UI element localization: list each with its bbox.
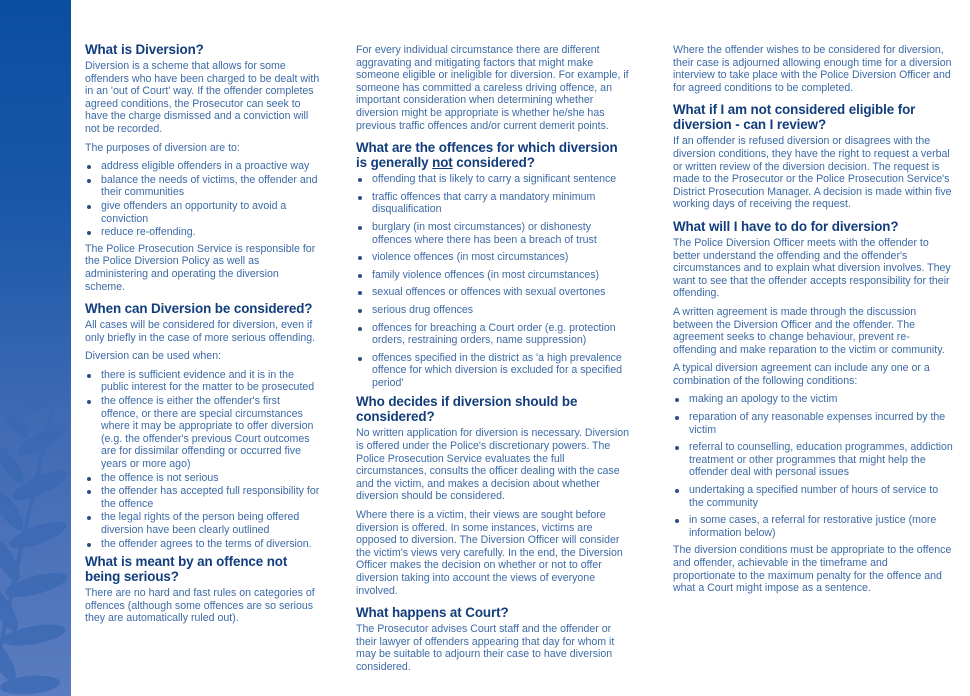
list-item: sexual offences or offences with sexual overtones bbox=[356, 286, 631, 299]
paragraph: All cases will be considered for diversion, even if only briefly in the case of more serious offending. bbox=[85, 319, 316, 344]
heading-what-is-diversion: What is Diversion? bbox=[85, 42, 204, 57]
fern-leaf-icon bbox=[0, 0, 71, 696]
paragraph: Diversion is a scheme that allows for some offenders who have been charged to be dealt with in an 'out of Court' way. If the offender completes agreed conditions, the Prosecutor can seek to have the charge dismissed and a conviction will not be recorded. bbox=[85, 60, 320, 135]
heading-at-court: What happens at Court? bbox=[356, 605, 509, 621]
heading-not-serious: What is meant by an offence not being serious? bbox=[85, 554, 288, 585]
list-item: balance the needs of victims, the offender and their communities bbox=[85, 174, 320, 199]
paragraph: For every individual circumstance there are different aggravating and mitigating factors that might make someone eligible or ineligible for diversion. For example, if someone has committed a careless driving offence, an important consideration when determining whether diversion might be appropriate is whether he/she has previous traffic offences and/or current demerit points. bbox=[356, 44, 629, 132]
heading-text: What are the offences for which diversion is generally bbox=[356, 140, 618, 171]
column-2 bbox=[356, 44, 631, 680]
list-item: reduce re-offending. bbox=[85, 226, 320, 239]
list-item: the offender has accepted full responsibility for the offence bbox=[85, 485, 320, 510]
list-item: the offence is not serious bbox=[85, 472, 320, 485]
heading-underlined-text: not bbox=[432, 155, 453, 171]
list-item: the offence is either the offender's first offence, or there are special circumstances where it may be appropriate to offer diversion (e.g. the offender's previous Court outcomes are for dissimilar offending or occurred five years or more ago) bbox=[85, 395, 320, 471]
list-item: offences specified in the district as 'a high prevalence offence for which diversion is excluded for a specified period' bbox=[356, 352, 631, 390]
list-item: making an apology to the victim bbox=[673, 393, 953, 406]
section-excluded-offences bbox=[356, 140, 631, 389]
agreement-conditions-list bbox=[673, 393, 953, 539]
heading-what-to-do: What will I have to do for diversion? bbox=[673, 218, 899, 234]
paragraph: A typical diversion agreement can include any one or a combination of the following conditions: bbox=[673, 362, 930, 387]
section-when-considered bbox=[85, 301, 320, 550]
section-review bbox=[673, 102, 953, 211]
list-item: there is sufficient evidence and it is in the public interest for the matter to be prosecuted bbox=[85, 369, 320, 394]
list-item: in some cases, a referral for restorative justice (more information below) bbox=[673, 514, 953, 539]
heading-who-decides: Who decides if diversion should be considered? bbox=[356, 394, 578, 425]
paragraph: There are no hard and fast rules on categories of offences (although some offences are so serious they are automatically ruled out). bbox=[85, 587, 315, 625]
list-item: burglary (in most circumstances) or dishonesty offences where there has been a breach of trust bbox=[356, 221, 631, 246]
paragraph: The purposes of diversion are to: bbox=[85, 141, 240, 154]
paragraph: Diversion can be used when: bbox=[85, 350, 222, 363]
list-item: the legal rights of the person being offered diversion have been clearly outlined bbox=[85, 511, 320, 536]
section-at-court bbox=[356, 605, 631, 673]
list-item: offending that is likely to carry a significant sentence bbox=[356, 173, 631, 186]
paragraph: A written agreement is made through the discussion between the Diversion Officer and the offender. The agreement seeks to change behaviour, prevent re-offending and make reparation to the victim or community. bbox=[673, 305, 945, 356]
conditions-list bbox=[85, 369, 320, 550]
list-item: offences for breaching a Court order (e.g. protection orders, restraining orders, name suppression) bbox=[356, 322, 631, 347]
column-1 bbox=[85, 42, 320, 631]
list-item: give offenders an opportunity to avoid a conviction bbox=[85, 200, 320, 225]
heading-text: considered? bbox=[452, 155, 535, 171]
paragraph: The Prosecutor advises Court staff and the offender or their lawyer of offenders appearing that day for whom it may be suitable to adjourn their case to have diversion considered. bbox=[356, 623, 615, 673]
list-item: family violence offences (in most circumstances) bbox=[356, 269, 631, 282]
list-item: referral to counselling, education programmes, addiction treatment or other programmes that might help the offender deal with personal issues bbox=[673, 441, 953, 479]
list-item: the offender agrees to the terms of diversion. bbox=[85, 538, 320, 551]
section-who-decides bbox=[356, 394, 631, 597]
paragraph: If an offender is refused diversion or disagrees with the diversion conditions, they have the right to request a verbal or written review of the diversion decision. The request is made to the Prosecutor or the Police Prosecution Service's District Prosecution Manager. A decision is made within five working days of receiving the request. bbox=[673, 135, 952, 211]
list-item: serious drug offences bbox=[356, 304, 631, 317]
column-3 bbox=[673, 44, 953, 601]
section-not-serious bbox=[85, 554, 320, 625]
paragraph: The Police Diversion Officer meets with the offender to better understand the offending and the offender's circumstances and to explain what diversion involves. They want to see that the offender accepts responsibility for their offending. bbox=[673, 236, 951, 300]
section-what-is-diversion bbox=[85, 42, 320, 293]
paragraph: No written application for diversion is necessary. Diversion is offered under the Police's discretionary powers. The Police Prosecution Service evaluates the full circumstances, consults the officer dealing with the case and the victim, and makes a decision about whether diversion should be considered. bbox=[356, 427, 630, 503]
decorative-side-band bbox=[0, 0, 71, 696]
section-what-to-do bbox=[673, 219, 953, 595]
heading-when-considered: When can Diversion be considered? bbox=[85, 301, 313, 317]
list-item: violence offences (in most circumstances) bbox=[356, 251, 631, 264]
excluded-offences-list bbox=[356, 173, 631, 389]
paragraph: Where the offender wishes to be considered for diversion, their case is adjourned allowing enough time for a diversion interview to take place with the Police Diversion Officer and for agreed conditions to be completed. bbox=[673, 44, 952, 94]
paragraph: The Police Prosecution Service is responsible for the Police Diversion Policy as well as administering and operating the diversion scheme. bbox=[85, 242, 316, 293]
heading-excluded-offences bbox=[356, 140, 631, 170]
list-item: address eligible offenders in a proactive way bbox=[85, 160, 320, 173]
paragraph: Where there is a victim, their views are sought before diversion is offered. In some instances, victims are opposed to diversion. The Diversion Officer will consider the victim's views very carefully. In the end, the Diversion Officer makes the decision on whether or not to offer diversion taking into account the views of everyone involved. bbox=[356, 509, 623, 597]
list-item: undertaking a specified number of hours of service to the community bbox=[673, 484, 953, 509]
purposes-list bbox=[85, 160, 320, 239]
paragraph: The diversion conditions must be appropriate to the offence and offender, achievable in the timeframe and proportionate to the maximum penalty for the offence and what a Court might impose as a sentence. bbox=[673, 544, 952, 595]
list-item: reparation of any reasonable expenses incurred by the victim bbox=[673, 411, 953, 436]
list-item: traffic offences that carry a mandatory minimum disqualification bbox=[356, 191, 631, 216]
heading-review: What if I am not considered eligible for diversion - can I review? bbox=[673, 102, 916, 133]
